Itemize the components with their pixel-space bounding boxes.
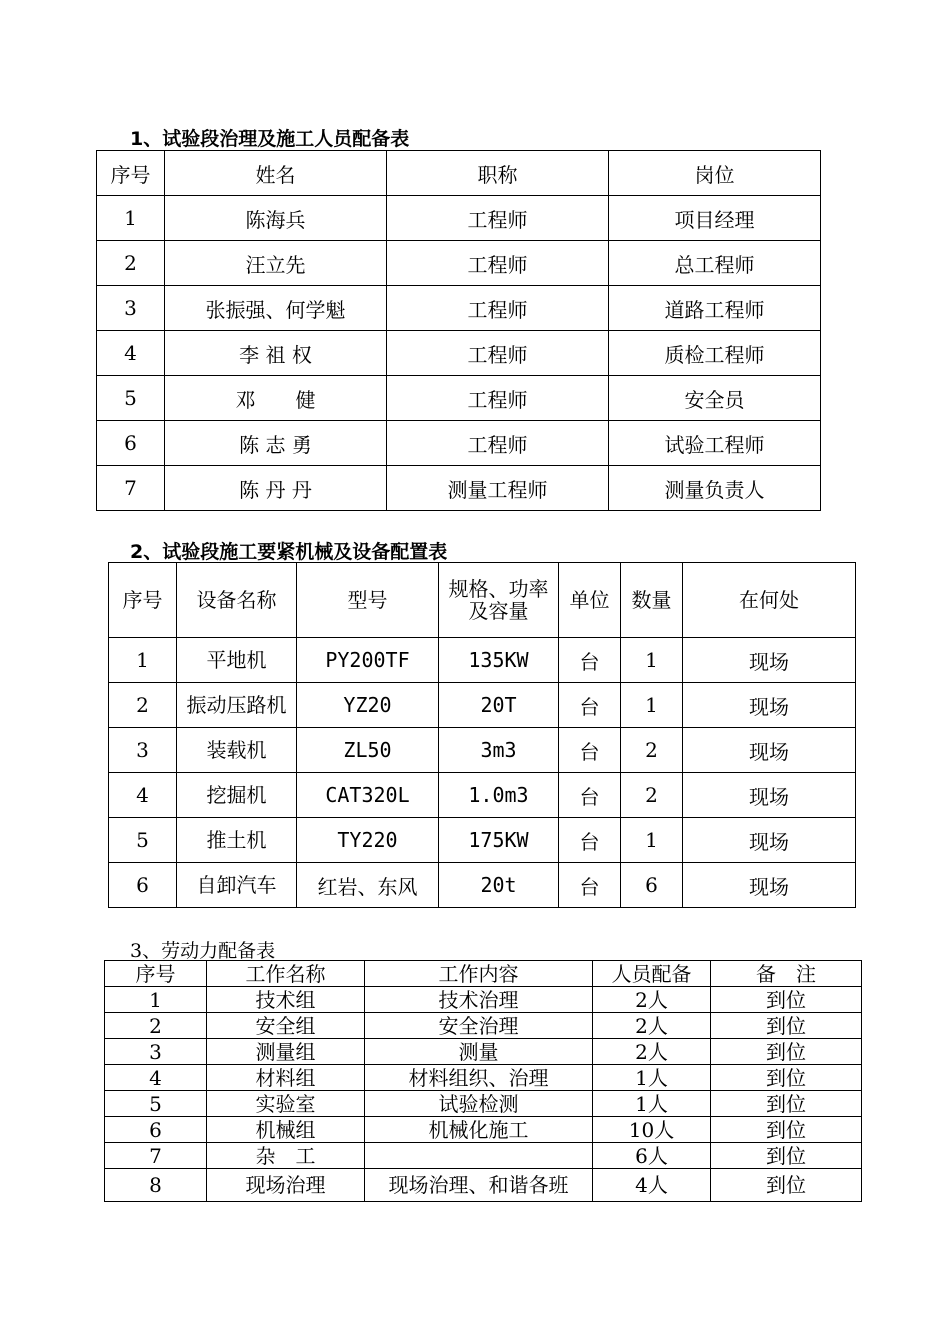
table-cell: 台 [559, 638, 621, 683]
section3-title: 3、劳动力配备表 [130, 940, 276, 962]
table-cell: 材料组织、治理 [365, 1065, 593, 1091]
table-cell: 工程师 [387, 376, 609, 421]
table-cell: 现场 [683, 638, 856, 683]
table-cell: 工程师 [387, 286, 609, 331]
header-cell: 单位 [559, 563, 621, 638]
table-cell: 杂 工 [207, 1143, 365, 1169]
table-cell: 到位 [711, 1143, 862, 1169]
table-cell: 2 [109, 683, 177, 728]
section1-title: 1、试验段治理及施工人员配备表 [130, 128, 410, 150]
table-cell: 台 [559, 683, 621, 728]
table-cell: 项目经理 [609, 196, 821, 241]
table-row [97, 241, 821, 286]
section2-title: 2、试验段施工要紧机械及设备配置表 [130, 541, 448, 563]
table-cell: 3 [105, 1039, 207, 1065]
table-cell: 安全员 [609, 376, 821, 421]
table-cell: 4人 [593, 1169, 711, 1202]
table-row [105, 1039, 862, 1065]
table-cell: 到位 [711, 1117, 862, 1143]
table-cell: 陈 志 勇 [165, 421, 387, 466]
table-cell: 工程师 [387, 421, 609, 466]
table-row [105, 1091, 862, 1117]
table-cell: 安全组 [207, 1013, 365, 1039]
table-cell: 测量 [365, 1039, 593, 1065]
table-cell: 李 祖 权 [165, 331, 387, 376]
table-cell: 2人 [593, 1039, 711, 1065]
table-cell: 6 [97, 421, 165, 466]
table-cell: 6 [105, 1117, 207, 1143]
table-cell: 2 [621, 728, 683, 773]
table-cell: 3 [109, 728, 177, 773]
header-cell: 岗位 [609, 151, 821, 196]
table-cell: 推土机 [177, 818, 297, 863]
header-row [105, 961, 862, 987]
table-cell: 测量负责人 [609, 466, 821, 511]
table-cell: 试验工程师 [609, 421, 821, 466]
table-cell: 台 [559, 863, 621, 908]
equipment-table [108, 562, 856, 908]
table-cell: 4 [105, 1065, 207, 1091]
table-cell: 5 [105, 1091, 207, 1117]
table-cell: 7 [105, 1143, 207, 1169]
table-cell: 2 [105, 1013, 207, 1039]
table-cell: 3m3 [439, 728, 559, 773]
table-cell: CAT320L [297, 773, 439, 818]
table-cell: 1.0m3 [439, 773, 559, 818]
table-cell [365, 1143, 593, 1169]
table-cell: 振动压路机 [177, 683, 297, 728]
table-cell: 现场 [683, 863, 856, 908]
table-row [105, 1013, 862, 1039]
table-cell: 测量工程师 [387, 466, 609, 511]
header-cell: 姓名 [165, 151, 387, 196]
table-cell: 2 [621, 773, 683, 818]
table-cell: 7 [97, 466, 165, 511]
table-row [97, 196, 821, 241]
table-row [105, 1169, 862, 1202]
table-cell: 2人 [593, 987, 711, 1013]
header-cell: 数量 [621, 563, 683, 638]
table-row [97, 466, 821, 511]
table-row [97, 376, 821, 421]
table-row [109, 863, 856, 908]
table-cell: 现场 [683, 728, 856, 773]
table-cell: 135KW [439, 638, 559, 683]
header-cell: 工作名称 [207, 961, 365, 987]
table-cell: 自卸汽车 [177, 863, 297, 908]
table-cell: 到位 [711, 1065, 862, 1091]
table-row [109, 683, 856, 728]
table-row [97, 286, 821, 331]
table-cell: 台 [559, 773, 621, 818]
table-row [109, 638, 856, 683]
table-cell: 1 [621, 683, 683, 728]
table-cell: 总工程师 [609, 241, 821, 286]
table-cell: 测量组 [207, 1039, 365, 1065]
table-cell: 工程师 [387, 196, 609, 241]
table-row [105, 1143, 862, 1169]
table-cell: TY220 [297, 818, 439, 863]
header-cell: 型号 [297, 563, 439, 638]
header-row [97, 151, 821, 196]
table-row [109, 818, 856, 863]
table-cell: 6 [621, 863, 683, 908]
table-cell: 陈海兵 [165, 196, 387, 241]
table-cell: 汪立先 [165, 241, 387, 286]
table-cell: 现场 [683, 818, 856, 863]
table-cell: 20T [439, 683, 559, 728]
header-cell: 序号 [105, 961, 207, 987]
table-row [105, 1117, 862, 1143]
table-cell: 工程师 [387, 331, 609, 376]
table-row [105, 987, 862, 1013]
table-cell: 5 [109, 818, 177, 863]
table-cell: 实验室 [207, 1091, 365, 1117]
table-cell: 6人 [593, 1143, 711, 1169]
header-cell: 序号 [109, 563, 177, 638]
table-row [105, 1065, 862, 1091]
header-cell: 设备名称 [177, 563, 297, 638]
table-cell: ZL50 [297, 728, 439, 773]
table-cell: 到位 [711, 1091, 862, 1117]
table-row [97, 331, 821, 376]
table-cell: 1 [621, 818, 683, 863]
table-cell: 试验检测 [365, 1091, 593, 1117]
header-cell: 职称 [387, 151, 609, 196]
table-cell: 道路工程师 [609, 286, 821, 331]
table-cell: 5 [97, 376, 165, 421]
table-cell: PY200TF [297, 638, 439, 683]
header-cell: 序号 [97, 151, 165, 196]
header-cell: 规格、功率 及容量 [439, 563, 559, 638]
table-cell: 挖掘机 [177, 773, 297, 818]
table-cell: 3 [97, 286, 165, 331]
table-cell: 张振强、何学魁 [165, 286, 387, 331]
table-cell: 1 [109, 638, 177, 683]
table-cell: 1人 [593, 1065, 711, 1091]
table-cell: 175KW [439, 818, 559, 863]
table-cell: 装载机 [177, 728, 297, 773]
table-cell: 1 [621, 638, 683, 683]
table-cell: 现场 [683, 773, 856, 818]
table-cell: 机械化施工 [365, 1117, 593, 1143]
table-cell: 2人 [593, 1013, 711, 1039]
table-cell: 4 [97, 331, 165, 376]
table-cell: 台 [559, 818, 621, 863]
table-cell: 材料组 [207, 1065, 365, 1091]
table-cell: 现场 [683, 683, 856, 728]
table-cell: 平地机 [177, 638, 297, 683]
header-cell: 备 注 [711, 961, 862, 987]
header-row [109, 563, 856, 638]
table-cell: 工程师 [387, 241, 609, 286]
table-cell: 6 [109, 863, 177, 908]
table-cell: 到位 [711, 1013, 862, 1039]
header-cell: 工作内容 [365, 961, 593, 987]
table-cell: 10人 [593, 1117, 711, 1143]
table-cell: 1 [105, 987, 207, 1013]
table-cell: 技术组 [207, 987, 365, 1013]
table-row [97, 421, 821, 466]
table-cell: 技术治理 [365, 987, 593, 1013]
table-row [109, 773, 856, 818]
header-cell: 在何处 [683, 563, 856, 638]
table-row [109, 728, 856, 773]
table-cell: 4 [109, 773, 177, 818]
table-cell: 2 [97, 241, 165, 286]
table-cell: YZ20 [297, 683, 439, 728]
table-cell: 8 [105, 1169, 207, 1202]
table-cell: 安全治理 [365, 1013, 593, 1039]
table-cell: 陈 丹 丹 [165, 466, 387, 511]
table-cell: 邓 健 [165, 376, 387, 421]
table-cell: 到位 [711, 1169, 862, 1202]
personnel-table [96, 150, 821, 511]
table-cell: 1 [97, 196, 165, 241]
table-cell: 现场治理、和谐各班 [365, 1169, 593, 1202]
table-cell: 质检工程师 [609, 331, 821, 376]
header-cell: 人员配备 [593, 961, 711, 987]
table-cell: 台 [559, 728, 621, 773]
table-cell: 现场治理 [207, 1169, 365, 1202]
table-cell: 20t [439, 863, 559, 908]
table-cell: 红岩、东风 [297, 863, 439, 908]
table-cell: 到位 [711, 987, 862, 1013]
table-cell: 到位 [711, 1039, 862, 1065]
table-cell: 1人 [593, 1091, 711, 1117]
table-cell: 机械组 [207, 1117, 365, 1143]
labor-table [104, 960, 862, 1202]
